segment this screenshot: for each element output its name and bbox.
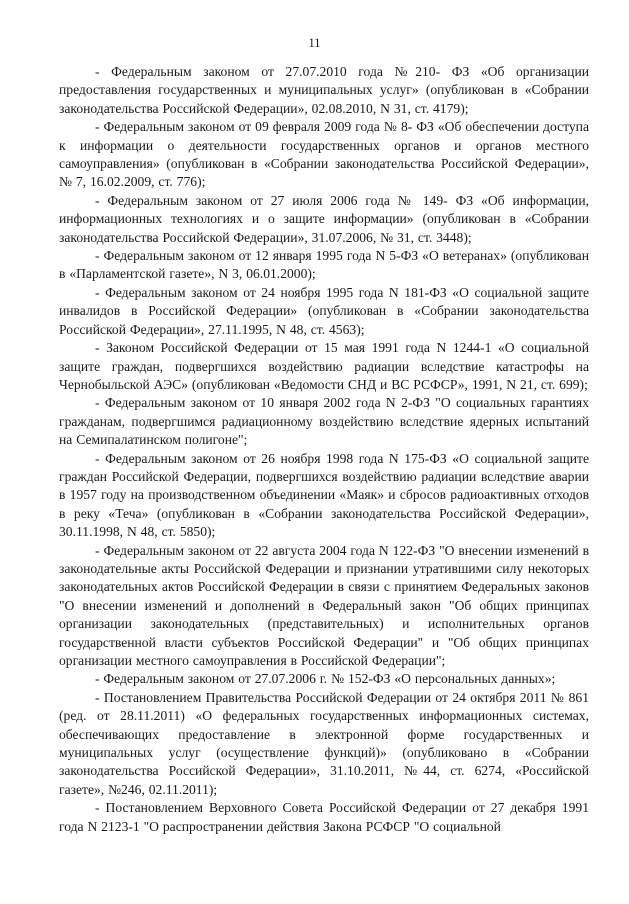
list-item: - Постановлением Верховного Совета Российской Федерации от 27 декабря 1991 года N 2123-1 "О распространении действия Закона РСФСР "О социальной xyxy=(59,800,589,834)
list-item: - Федеральным законом от 27.07.2006 г. № 152-ФЗ «О персональных данных»; xyxy=(95,671,556,687)
list-item: - Федеральным законом от 27.07.2010 года №210- ФЗ «Об организации предоставления государственных и муниципальных услуг» (опубликован в «Собрании законодательства Российской Федерации», 02.08.2010, N 31, ст. 4179); xyxy=(59,64,589,116)
list-item: - Федеральным законом от 22 августа 2004 года N 122-ФЗ "О внесении изменений в законодательные акты Российской Федерации и признании утратившими силу некоторых законодательных актов Российской Федерации в связи с принятием Федеральных законов "О внесении изменений и дополнений в Федеральный закон "Об общих принципах организации законодательных (представительных) и исполнительных органов государственной власти субъектов Российской Федерации" и "Об общих принципах организации местного самоуправления в Российской Федерации"; xyxy=(59,542,589,668)
legal-basis-list xyxy=(59,63,589,836)
list-item: - Федеральным законом от 09 февраля 2009 года № 8- ФЗ «Об обеспечении доступа к информации о деятельности государственных органов и органов местного самоуправления» (опубликован в «Собрании законодательства Российской Федерации», № 7, 16.02.2009, ст. 776); xyxy=(59,119,589,190)
list-item: - Федеральным законом от 24 ноября 1995 года N 181-ФЗ «О социальной защите инвалидов в Российской Федерации» (опубликован в «Собрании законодательства Российской Федерации», 27.11.1995, N 48, ст. 4563); xyxy=(59,284,589,337)
list-item: - Федеральным законом от 10 января 2002 года N 2-ФЗ "О социальных гарантиях гражданам, подвергшимся радиационному воздействию вследствие ядерных испытаний на Семипалатинском полигоне"; xyxy=(59,395,589,448)
list-item: - Федеральным законом от 26 ноября 1998 года N 175-ФЗ «О социальной защите граждан Российской Федерации, подвергшихся воздействию радиации вследствие аварии в 1957 году на производственном объединении «Маяк» и сбросов радиоактивных отходов в реку «Теча» (опубликован в «Собрании законодательства Российской Федерации», 30.11.1998, N 48, ст. 5850); xyxy=(59,450,589,540)
list-item: - Законом Российской Федерации от 15 мая 1991 года N 1244-1 «О социальной защите граждан, подвергшихся воздействию радиации вследствие катастрофы на Чернобыльской АЭС» (опубликован «Ведомости СНД и ВС РСФСР», 1991, N 21, ст. 699); xyxy=(59,340,589,392)
list-item: - Федеральным законом от 12 января 1995 года N 5-ФЗ «О ветеранах» (опубликован в «Парламентской газете», N 3, 06.01.2000); xyxy=(59,248,589,282)
list-item: - Постановлением Правительства Российской Федерации от 24 октября 2011 № 861 (ред. от 28.11.2011) «О федеральных государственных информационных системах, обеспечивающих предоставление в электронной форме государственных и муниципальных услуг (осуществление функций)» (опубликовано в «Собрании законодательства Российской Федерации», 31.10.2011, №44, ст. 6274, «Российской газете», №246, 02.11.2011); xyxy=(59,689,589,797)
list-item: - Федеральным законом от 27 июля 2006 года № 149- ФЗ «Об информации, информационных технологиях и о защите информации» (опубликован в «Собрании законодательства Российской Федерации», 31.07.2006, № 31, ст. 3448); xyxy=(59,192,589,245)
page-number: 11 xyxy=(308,36,321,50)
